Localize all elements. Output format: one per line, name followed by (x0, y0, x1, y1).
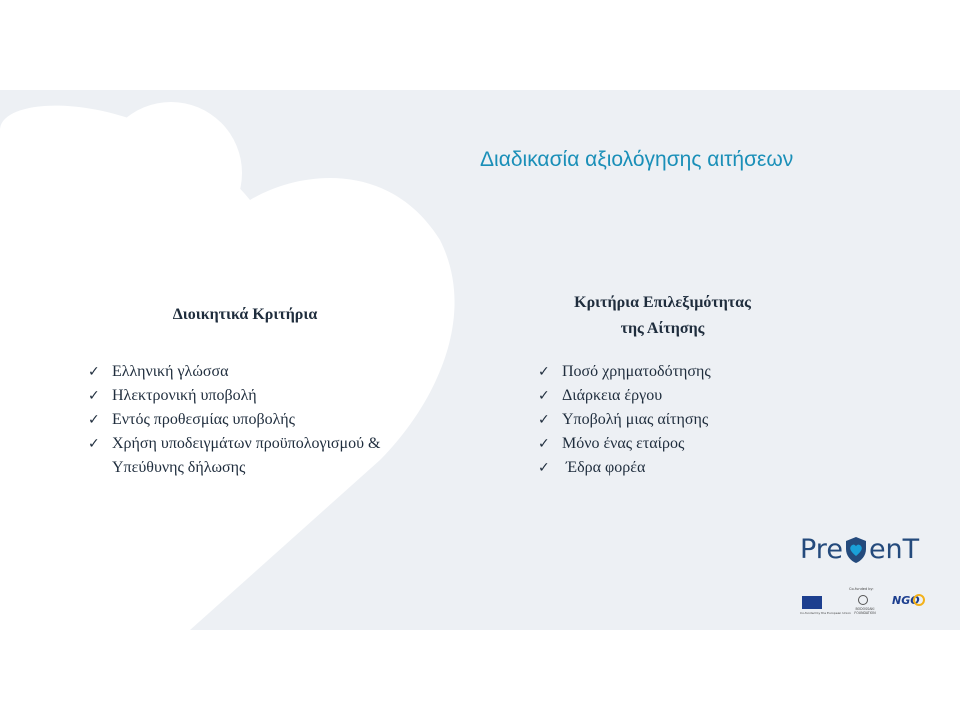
list-item-text-continued: Υπεύθυνης δήλωσης (112, 459, 246, 476)
check-icon: ✓ (88, 388, 100, 404)
eligibility-criteria-heading (510, 290, 815, 342)
check-icon: ✓ (538, 436, 550, 452)
eu-flag-icon (802, 596, 822, 609)
list-item-text: Μόνο ένας εταίρος (562, 435, 685, 452)
list-item (88, 360, 488, 384)
list-item (538, 432, 838, 456)
check-icon: ✓ (538, 388, 550, 404)
list-item (88, 384, 488, 408)
administrative-criteria-heading: Διοικητικά Κριτήρια (172, 306, 318, 323)
check-icon: ✓ (538, 460, 550, 476)
logo-text-prefix: Pre (800, 534, 843, 565)
list-item-text: Χρήση υποδειγμάτων προϋπολογισμού & (112, 435, 381, 452)
slide-title: Διαδικασία αξιολόγησης αιτήσεων (480, 148, 794, 171)
prevent-logo (800, 534, 919, 565)
list-item (88, 408, 488, 432)
heart-shield-icon (844, 536, 868, 564)
check-icon: ✓ (88, 436, 100, 452)
eu-caption: Co-funded by the European Union (800, 611, 851, 615)
eligibility-heading-line2: της Αίτησης (620, 320, 705, 337)
foundation-name: BODOSSAKI FOUNDATION (854, 607, 876, 615)
ngo-logo-text: NGO (892, 594, 920, 607)
list-item (538, 384, 838, 408)
list-item-text: Ποσό χρηματοδότησης (562, 363, 711, 380)
list-item-text: Εντός προθεσμίας υποβολής (112, 411, 295, 428)
logo-text-suffix: enT (868, 534, 920, 565)
list-item (538, 456, 838, 480)
check-icon: ✓ (88, 364, 100, 380)
list-item (538, 408, 838, 432)
list-item (538, 360, 838, 384)
check-icon: ✓ (88, 412, 100, 428)
list-item-text: Ελληνική γλώσσα (112, 363, 229, 380)
list-item-text: Διάρκεια έργου (562, 387, 663, 404)
list-item-text: Έδρα φορέα (562, 459, 646, 476)
list-item-text: Ηλεκτρονική υποβολή (112, 387, 257, 404)
list-item (88, 432, 488, 480)
check-icon: ✓ (538, 412, 550, 428)
bodossaki-emblem-icon (858, 595, 868, 605)
ngo-swirl-icon (913, 594, 925, 606)
cofunded-label: Co-funded by: (849, 587, 874, 591)
footer-logos (800, 582, 930, 622)
administrative-criteria-list (88, 360, 488, 480)
slide (0, 90, 960, 630)
check-icon: ✓ (538, 364, 550, 380)
eligibility-criteria-list (538, 360, 838, 480)
eligibility-heading-line1: Κριτήρια Επιλεξιμότητας (574, 294, 751, 311)
list-item-text: Υποβολή μιας αίτησης (562, 411, 709, 428)
